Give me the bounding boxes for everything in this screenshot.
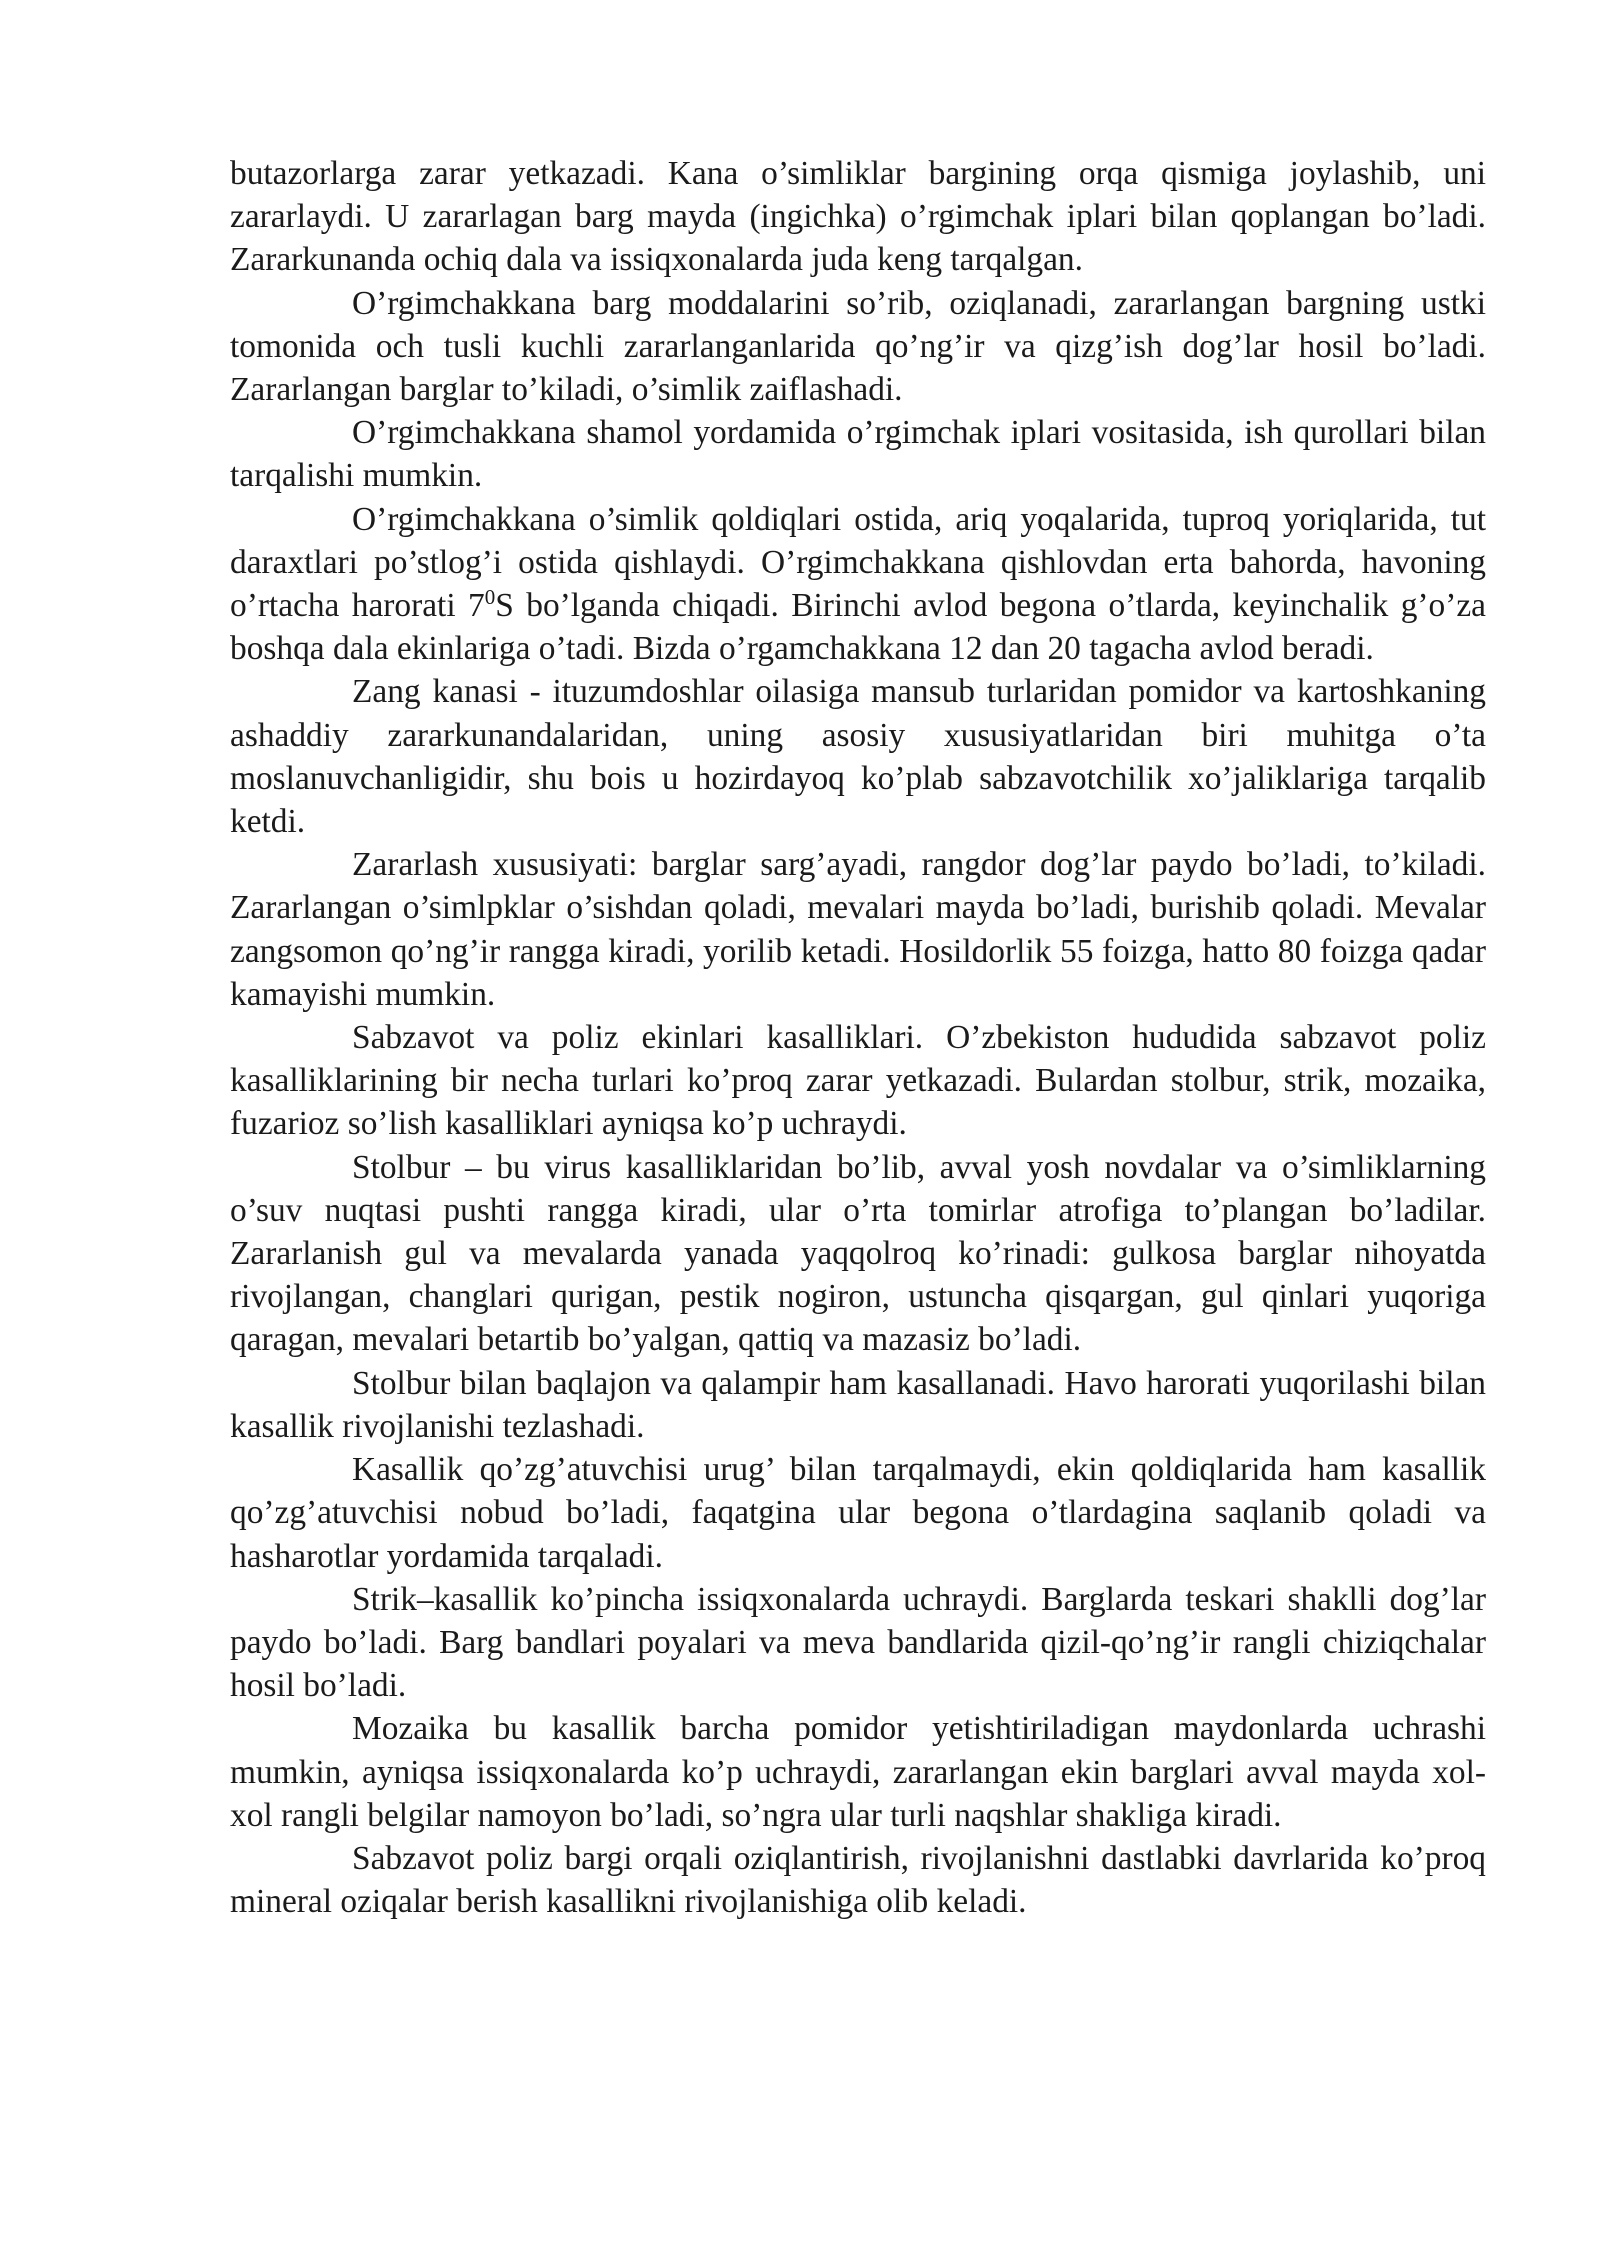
paragraph-wintering-text-a: O’rgimchakkana o’simlik qoldiqlari ostida, ariq yoqalarida, tuproq yoriqlarida, tut daraxtlari po’stlog’i ostida qishlaydi. O’rgimchakkana qishlovdan erta bahorda, havoning o’rtacha harorati 7 xyxy=(230,500,1486,625)
paragraph-damage-features: Zararlash xususiyati: barglar sarg’ayadi, rangdor dog’lar paydo bo’ladi, to’kiladi. Zararlangan o’simlpklar o’sishdan qoladi, mevalari mayda bo’ladi, burishib qoladi. Mevalar zangsomon qo’ng’ir rangga kiradi, yorilib ketadi. Hosildorlik 55 foizga, hatto 80 foizga qadar kamayishi mumkin. xyxy=(230,846,1486,1013)
paragraph-spread: O’rgimchakkana shamol yordamida o’rgimchak iplari vositasida, ish qurollari bilan tarqalishi mumkin. xyxy=(230,414,1486,495)
paragraph-strik: Strik–kasallik ko’pincha issiqxonalarda uchraydi. Barglarda teskari shaklli dog’lar paydo bo’ladi. Barg bandlari poyalari va meva bandlarida qizil-qo’ng’ir rangli chiziqchalar hosil bo’ladi. xyxy=(230,1580,1486,1705)
paragraph-rust-mite: Zang kanasi - ituzumdoshlar oilasiga mansub turlaridan pomidor va kartoshkaning ashaddiy zararkunandalaridan, uning asosiy xususiyatlaridan biri muhitga o’ta moslanuvchanligidir, shu bois u hozirdayoq ko’plab sabzavotchilik xo’jaliklariga tarqalib ketdi. xyxy=(230,673,1486,841)
paragraph-wintering xyxy=(230,498,1486,671)
paragraph-continuation: butazorlarga zarar yetkazadi. Kana o’simliklar bargining orqa qismiga joylashib, uni zararlaydi. U zararlagan barg mayda (ingichka) o’rgimchak iplari bilan qoplangan bo’ladi. Zararkunanda ochiq dala va issiqxonalarda juda keng tarqalgan. xyxy=(230,155,1486,279)
paragraph-stolbur: Stolbur – bu virus kasalliklaridan bo’lib, avval yosh novdalar va o’simliklarning o’suv nuqtasi pushti rangga kiradi, ular o’rta tomirlar atrofiga to’plangan bo’ladilar. Zararlanish gul va mevalarda yanada yaqqolroq ko’rinadi: gulkosa barglar nihoyatda rivojlangan, changlari qurigan, pestik nogiron, ustuncha qisqargan, gul qinlari yuqoriga qaragan, mevalari betartib bo’yalgan, qattiq va mazasiz bo’ladi. xyxy=(230,1148,1486,1359)
paragraph-stolbur-hosts: Stolbur bilan baqlajon va qalampir ham kasallanadi. Havo harorati yuqorilashi bilan kasallik rivojlanishi tezlashadi. xyxy=(230,1364,1486,1445)
paragraph-feeding: Sabzavot poliz bargi orqali oziqlantirish, rivojlanishni dastlabki davrlarida ko’proq mineral oziqalar berish kasallikni rivojlanishiga olib keladi. xyxy=(230,1839,1486,1921)
paragraph-diseases-intro: Sabzavot va poliz ekinlari kasalliklari. O’zbekiston hududida sabzavot poliz kasalliklarining bir necha turlari ko’proq zarar yetkazadi. Bulardan stolbur, strik, mozaika, fuzarioz so’lish kasalliklari ayniqsa ko’p uchraydi. xyxy=(230,1019,1486,1143)
paragraph-wintering-text-b: S bo’lganda chiqadi. Birinchi avlod begona o’tlarda, keyinchalik g’o’za boshqa dala ekinlariga o’tadi. Bizda o’rgamchakkana 12 dan 20 tagacha avlod beradi. xyxy=(230,587,1487,668)
paragraph-feeding-damage: O’rgimchakkana barg moddalarini so’rib, oziqlanadi, zararlangan bargning ustki tomonida och tusli kuchli zararlanganlarida qo’ng’ir va qizg’ish dog’lar hosil bo’ladi. Zararlangan barglar to’kiladi, o’simlik zaiflashadi. xyxy=(230,284,1486,409)
paragraph-pathogen: Kasallik qo’zg’atuvchisi urug’ bilan tarqalmaydi, ekin qoldiqlarida ham kasallik qo’zg’atuvchisi nobud bo’ladi, faqatgina ular begona o’tlardagina saqlanib qoladi va hasharotlar yordamida tarqaladi. xyxy=(230,1451,1486,1575)
paragraph-mozaika: Mozaika bu kasallik barcha pomidor yetishtiriladigan maydonlarda uchrashi mumkin, ayniqsa issiqxonalarda ko’p uchraydi, zararlangan ekin barglari avval mayda xol-xol rangli belgilar namoyon bo’ladi, so’ngra ular turli naqshlar shakliga kiradi. xyxy=(230,1710,1486,1834)
superscript-degree: 0 xyxy=(484,585,496,610)
document-page xyxy=(230,152,1486,1923)
